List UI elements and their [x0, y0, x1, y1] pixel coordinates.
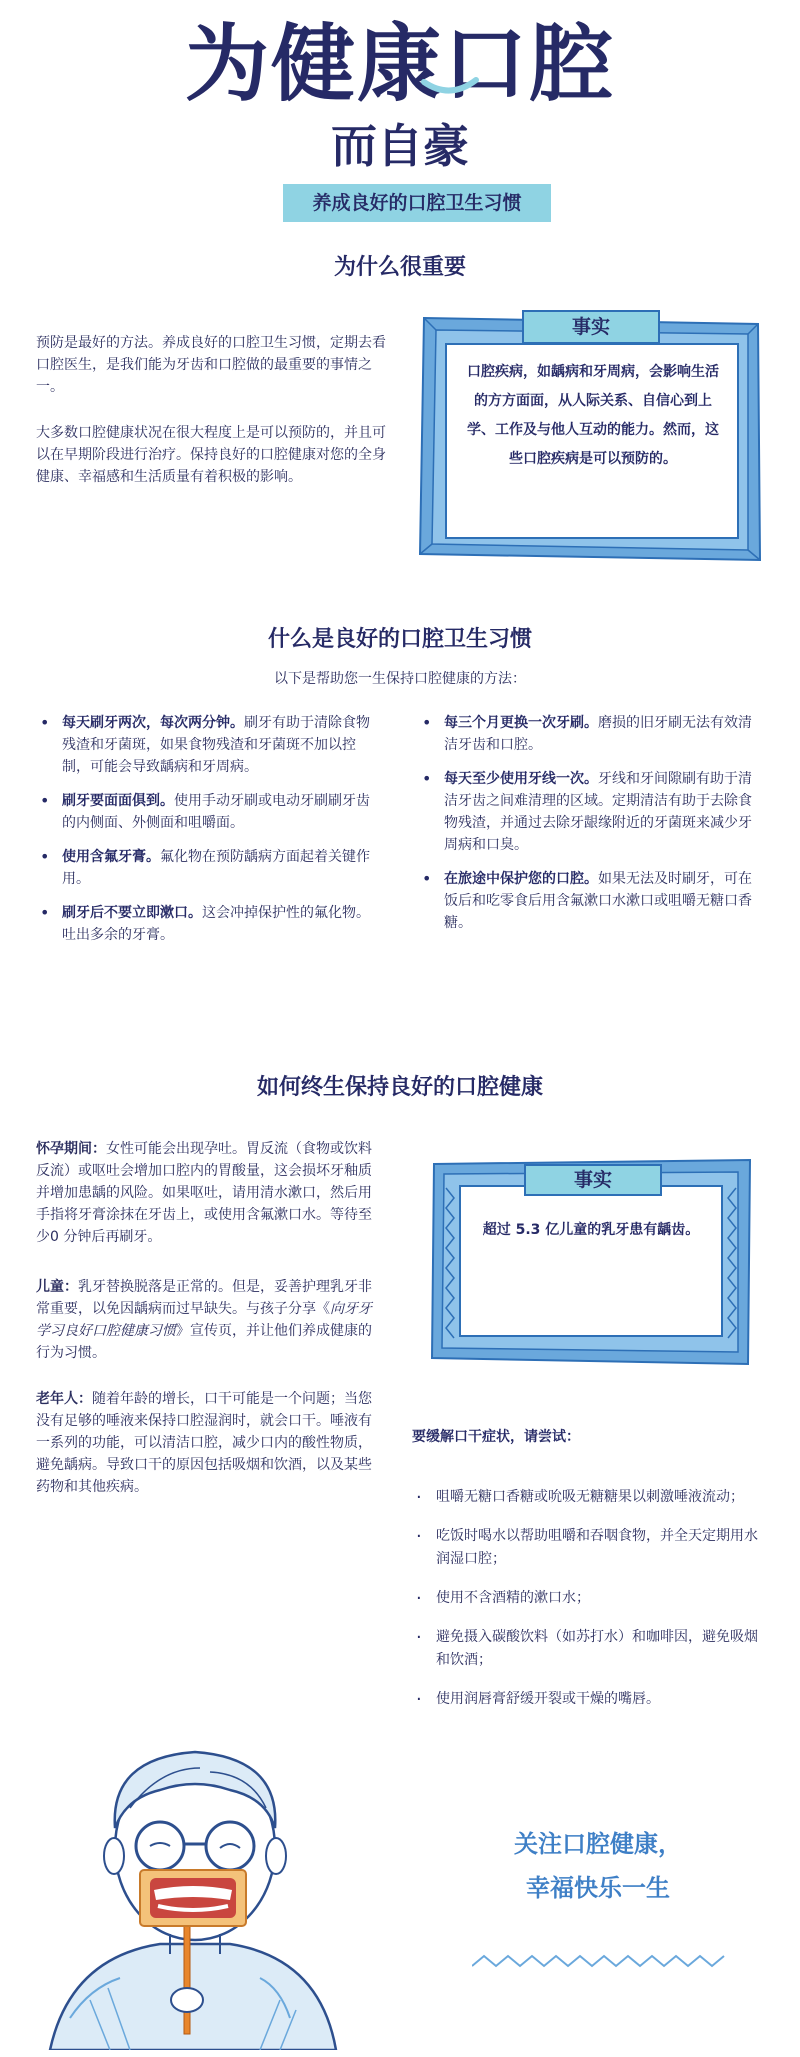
dry-mouth-item: · 咀嚼无糖口香糖或吮吸无糖糖果以刺激唾液流动； — [412, 1486, 762, 1509]
habit-item: • 刷牙后不要立即漱口。这会冲掉保护性的氟化物。吐出多余的牙膏。 — [36, 902, 372, 946]
dry-mouth-item: · 吃饭时喝水以帮助咀嚼和吞咽食物，并全天定期用水润湿口腔； — [412, 1525, 762, 1571]
elderly-paragraph: 老年人：随着年龄的增长，口干可能是一个问题；当您没有足够的唾液来保持口腔湿润时，就会口干。唾液有一系列的功能，可以清洁口腔，减少口内的酸性物质，避免龋病。导致口干的原因包括吸烟和饮酒，以及某些药物和其他疾病。 — [36, 1391, 372, 1495]
title-swoosh-decoration — [420, 74, 480, 98]
habits-intro: 以下是帮助您一生保持口腔健康的方法： — [274, 671, 526, 687]
dry-mouth-item: · 避免摄入碳酸饮料（如苏打水）和咖啡因，避免吸烟和饮酒； — [412, 1626, 762, 1672]
fact-label-2: 事实 — [524, 1164, 662, 1196]
pregnancy-label: 怀孕期间： — [36, 1141, 106, 1157]
elderly-person-illustration — [30, 1738, 360, 2050]
habit-item: • 刷牙要面面俱到。使用手动牙刷或电动牙刷刷牙齿的内侧面、外侧面和咀嚼面。 — [36, 790, 372, 834]
dry-mouth-heading: 要缓解口干症状，请尝试： — [412, 1429, 580, 1445]
wave-decoration — [472, 1950, 728, 1972]
slogan-line-2: 幸福快乐一生 — [526, 1874, 670, 1902]
fact-box-1 — [418, 314, 764, 566]
page-title: 为健康口腔 — [184, 15, 615, 113]
fact-box-2 — [430, 1158, 754, 1368]
children-label: 儿童： — [36, 1279, 78, 1295]
habit-item: • 每天至少使用牙线一次。牙线和牙间隙刷有助于清洁牙齿之间难清理的区域。定期清洁有助于去除食物残渣，并通过去除牙龈缘附近的牙菌斑来减少牙周病和口臭。 — [418, 768, 758, 856]
subtitle-banner: 养成良好的口腔卫生习惯 — [283, 184, 551, 222]
habits-list-left — [36, 712, 372, 958]
fact-text-1: 口腔疾病，如龋病和牙周病，会影响生活的方方面面，从人际关系、自信心到上学、工作及与他人互动的能力。然而，这些口腔疾病是可以预防的。 — [467, 364, 719, 467]
children-paragraph: 儿童：乳牙替换脱落是正常的。但是，妥善护理乳牙非常重要，以免因龋病而过早缺失。与孩子分享《向牙牙学习良好口腔健康习惯》宣传页，并让他们养成健康的行为习惯。 — [36, 1279, 372, 1361]
habits-heading: 什么是良好的口腔卫生习惯 — [267, 627, 532, 652]
why-paragraph-2: 大多数口腔健康状况在很大程度上是可以预防的，并且可以在早期阶段进行治疗。保持良好的口腔健康对您的全身健康、幸福感和生活质量有着积极的影响。 — [36, 425, 386, 485]
pregnancy-paragraph: 怀孕期间：女性可能会出现孕吐。胃反流（食物或饮料反流）或呕吐会增加口腔内的胃酸量，这会损坏牙釉质并增加患龋的风险。如果呕吐，请用清水漱口，然后用手指将牙膏涂抹在牙齿上，或使用含氟漱口水。等待至少0 分钟后再刷牙。 — [36, 1141, 372, 1245]
children-book-title: 向牙牙学习良好口腔健康习惯 — [36, 1301, 372, 1339]
habit-item: • 每三个月更换一次牙刷。磨损的旧牙刷无法有效清洁牙齿和口腔。 — [418, 712, 758, 756]
fact-label-1: 事实 — [522, 310, 660, 344]
dry-mouth-item: · 使用润唇膏舒缓开裂或干燥的嘴唇。 — [412, 1688, 762, 1711]
habit-item: • 每天刷牙两次，每次两分钟。刷牙有助于清除食物残渣和牙菌斑，如果食物残渣和牙菌斑不加以控制，可能会导致龋病和牙周病。 — [36, 712, 372, 778]
habits-list-right — [418, 712, 758, 946]
habit-item: • 使用含氟牙膏。氟化物在预防龋病方面起着关键作用。 — [36, 846, 372, 890]
lifelong-heading: 如何终生保持良好的口腔健康 — [256, 1075, 543, 1100]
fact-text-2: 超过 5.3 亿儿童的乳牙患有龋齿。 — [482, 1222, 700, 1238]
elderly-label: 老年人： — [36, 1391, 92, 1407]
habit-item: • 在旅途中保护您的口腔。如果无法及时刷牙，可在饭后和吃零食后用含氟漱口水漱口或咀嚼无糖口香糖。 — [418, 868, 758, 934]
page-subtitle: 而自豪 — [331, 119, 469, 173]
why-heading: 为什么很重要 — [333, 255, 466, 280]
why-paragraph-1: 预防是最好的方法。养成良好的口腔卫生习惯，定期去看口腔医生，是我们能为牙齿和口腔做的最重要的事情之一。 — [36, 335, 386, 395]
slogan-line-1: 关注口腔健康， — [514, 1830, 682, 1858]
dry-mouth-list — [412, 1486, 762, 1727]
dry-mouth-item: · 使用不含酒精的漱口水； — [412, 1587, 762, 1610]
